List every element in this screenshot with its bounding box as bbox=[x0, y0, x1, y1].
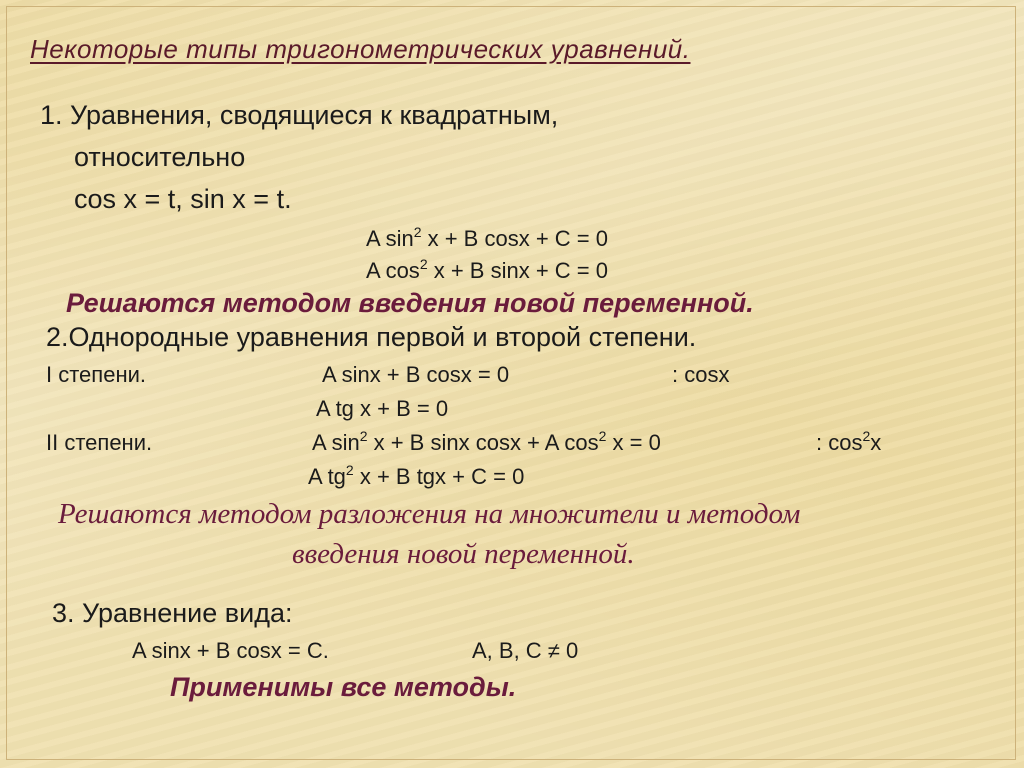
section1-note: Решаются методом введения новой переменной. bbox=[66, 288, 754, 318]
degree2-divisor: : $\cos^2x$ bbox=[816, 428, 882, 455]
degree1-tangent-equation: A tg x + B = 0 bbox=[316, 396, 449, 421]
section1-line2: относительно bbox=[74, 142, 246, 172]
degree1-divisor: : cosx bbox=[672, 362, 730, 387]
section3-heading: 3. Уравнение вида: bbox=[52, 598, 293, 628]
degree1-label: I степени. bbox=[46, 362, 146, 387]
degree2-equation: A $\sin^2 x + B$ sinx cosx + A $\cos^2 x = 0$ bbox=[312, 428, 661, 455]
section2-note-line2: введения новой переменной. bbox=[292, 538, 635, 570]
section3-note: Применимы все методы. bbox=[170, 672, 517, 702]
degree2-tangent-equation: A $tg^2$ x + B tgx + C = 0 bbox=[308, 462, 525, 489]
section1-eq2: A $\cos^2 x + B$ sinx + C = 0 bbox=[366, 256, 608, 283]
section1-line3: cos x = t, sin x = t. bbox=[74, 184, 292, 214]
section2-heading: 2.Однородные уравнения первой и второй степени. bbox=[46, 322, 697, 352]
section3-equation: A sinx + B cosx = C. bbox=[132, 638, 329, 663]
degree1-equation: A sinx + B cosx = 0 bbox=[322, 362, 510, 387]
section1-eq1: A $\sin^2 x + B$ cosx + C = 0 bbox=[366, 224, 608, 251]
section3-condition: A, B, C ≠ 0 bbox=[472, 638, 579, 663]
slide-title: Некоторые типы тригонометрических уравнений. bbox=[30, 34, 691, 64]
section2-note-line1: Решаются методом разложения на множители и методом bbox=[58, 498, 801, 530]
degree2-label: II степени. bbox=[46, 430, 153, 455]
section1-line1: 1. Уравнения, сводящиеся к квадратным, bbox=[40, 100, 559, 130]
